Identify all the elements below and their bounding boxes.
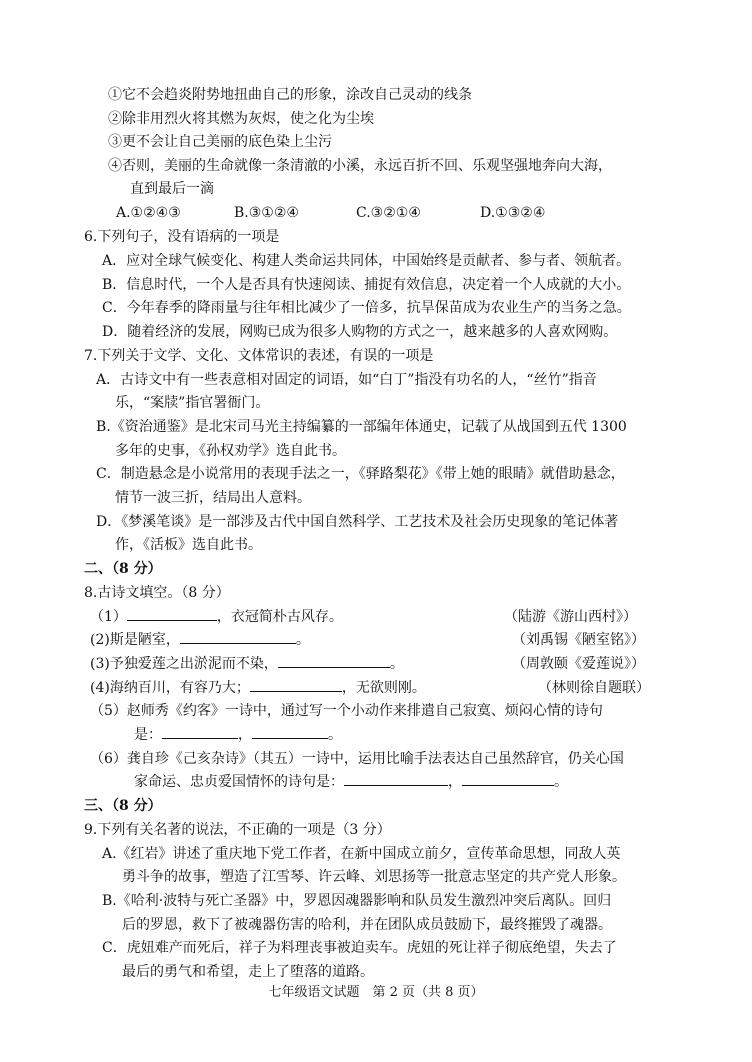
q5-item-2: ②除非用烈火将其燃为灰烬，使之化为尘埃 xyxy=(108,111,374,127)
q6-stem: 6.下列句子，没有语病的一项是 xyxy=(84,229,280,245)
q8-4-number: (4) xyxy=(90,680,110,696)
q9-option-c-line2: 最后的勇气和希望，走上了堕落的道路。 xyxy=(122,964,374,980)
q5-item-4-cont: 直到最后一滴 xyxy=(130,181,214,197)
q8-5-sep: ， xyxy=(238,727,252,743)
q8-line-5-answer xyxy=(134,724,342,746)
q8-4-end: ，无欲则刚。 xyxy=(341,680,426,696)
q8-line-1 xyxy=(90,606,343,628)
q5-item-4: ④否则，美丽的生命就像一条清澈的小溪，永远百折不回、乐观坚强地奔向大海， xyxy=(108,158,612,174)
q7-option-c-line2: 情节一波三折，结局出人意料。 xyxy=(115,490,311,506)
q8-3-source: （周敦颐《爱莲说》） xyxy=(512,656,645,672)
q8-1-blank[interactable] xyxy=(127,606,217,621)
q8-4-text: 海纳百川，有容乃大； xyxy=(109,680,250,696)
q8-line-3 xyxy=(90,653,404,675)
q8-6-sep: ， xyxy=(448,774,462,790)
section-3-heading: 三、（8 分） xyxy=(84,798,162,814)
q7-stem: 7.下列关于文学、文化、文体常识的表述，有误的一项是 xyxy=(84,348,434,364)
q6-option-c: C．今年春季的降雨量与往年相比减少了一倍多，抗旱保苗成为农业生产的当务之急。 xyxy=(102,300,631,316)
q8-3-end: 。 xyxy=(389,656,404,672)
q8-2-source: （刘禹锡《陋室铭》） xyxy=(512,632,645,648)
q8-6-blank-2[interactable] xyxy=(462,771,554,786)
q9-option-a-line2: 勇斗争的故事，塑造了江雪琴、许云峰、刘思扬等一批意志坚定的共产党人形象。 xyxy=(122,869,626,885)
q8-2-blank[interactable] xyxy=(180,629,296,644)
q5-item-3: ③更不会让自己美丽的底色染上尘污 xyxy=(108,134,332,150)
q7-option-b-line1: B.《资治通鉴》是北宋司马光主持编纂的一部编年体通史，记载了从战国到五代 1300 xyxy=(96,419,627,435)
q5-option-d: D.①③②④ xyxy=(480,205,546,221)
q7-option-b-line2: 多年的史事，《孙权劝学》选自此书。 xyxy=(115,443,346,459)
q8-6-end: 。 xyxy=(554,774,568,790)
q8-1-source: （陆游《游山西村》） xyxy=(504,609,637,625)
q5-option-a: A.①②④③ xyxy=(116,205,181,221)
page-footer: 七年级语文试题 第 2 页（共 8 页） xyxy=(268,985,484,1000)
q8-5-prefix: 是： xyxy=(134,727,162,743)
q6-option-d: D．随着经济的发展，网购已成为很多人购物的方式之一，越来越多的人喜欢网购。 xyxy=(102,324,618,340)
q8-line-2 xyxy=(90,629,310,651)
q9-option-b-line1: B.《哈利·波特与死亡圣器》中，罗恩因魂器影响和队员发生激烈冲突后离队。回归 xyxy=(102,893,612,909)
q8-2-number: (2) xyxy=(90,632,110,648)
q8-6-blank-1[interactable] xyxy=(344,771,448,786)
q8-5-line1: （5）赵师秀《约客》一诗中，通过写一个小动作来排遣自己寂寞、烦闷心情的诗句 xyxy=(90,703,603,719)
q9-option-a-line1: A.《红岩》讲述了重庆地下党工作者，在新中国成立前夕，宣传革命思想，同敌人英 xyxy=(102,846,621,862)
q9-option-c-line1: C．虎妞难产而死后，祥子为料理丧事被迫卖车。虎妞的死让祥子彻底绝望，失去了 xyxy=(102,940,617,956)
q7-option-a-line2: 乐，“案牍”指官署衙门。 xyxy=(115,395,270,411)
q5-item-1: ①它不会趋炎附势地扭曲自己的形象，涂改自己灵动的线条 xyxy=(108,87,472,103)
q8-6-prefix: 家命运、忠贞爱国情怀的诗句是： xyxy=(134,774,344,790)
q8-6-line1: （6）龚自珍《己亥杂诗》（其五）一诗中，运用比喻手法表达自己虽然辞官，仍关心国 xyxy=(90,751,624,767)
q8-2-end: 。 xyxy=(295,632,310,648)
q5-option-b: B.③①②④ xyxy=(234,205,299,221)
q6-option-a: A．应对全球气候变化、构建人类命运共同体，中国始终是贡献者、参与者、领航者。 xyxy=(102,253,631,269)
q8-1-number: （1） xyxy=(90,609,127,625)
q7-option-a-line1: A．古诗文中有一些表意相对固定的词语，如“白丁”指没有功名的人，“丝竹”指音 xyxy=(96,372,597,388)
q8-2-text: 斯是陋室， xyxy=(109,632,180,648)
q7-option-d-line1: D．《梦溪笔谈》是一部涉及古代中国自然科学、工艺技术及社会历史现象的笔记体著 xyxy=(96,514,619,530)
q8-stem: 8.古诗文填空。（8 分） xyxy=(84,585,230,601)
section-2-heading: 二、（8 分） xyxy=(84,561,162,577)
q8-4-source: （林则徐自题联） xyxy=(538,680,650,696)
q8-3-text: 予独爱莲之出淤泥而不染， xyxy=(109,656,278,672)
q9-stem: 9.下列有关名著的说法，不正确的一项是（3 分） xyxy=(84,822,391,838)
q8-5-end: 。 xyxy=(328,727,342,743)
q8-3-number: (3) xyxy=(90,656,110,672)
q8-4-blank[interactable] xyxy=(250,677,342,692)
q8-1-text: ，衣冠简朴古风存。 xyxy=(216,609,343,625)
q8-line-6-answer xyxy=(134,771,568,793)
q8-5-blank-2[interactable] xyxy=(252,724,328,739)
q7-option-c-line1: C．制造悬念是小说常用的表现手法之一，《驿路梨花》《带上她的眼睛》就借助悬念， xyxy=(96,466,625,482)
q7-option-d-line2: 作，《活板》选自此书。 xyxy=(115,537,262,553)
q5-option-c: C.③②①④ xyxy=(356,205,421,221)
q8-3-blank[interactable] xyxy=(278,653,390,668)
q8-5-blank-1[interactable] xyxy=(162,724,238,739)
q6-option-b: B．信息时代，一个人是否具有快速阅读、捕捉有效信息，决定着一个人成就的大小。 xyxy=(102,277,631,293)
q8-line-4 xyxy=(90,677,426,699)
q9-option-b-line2: 后的罗恩，救下了被魂器伤害的哈利，并在团队成员鼓励下，最终摧毁了魂器。 xyxy=(122,917,612,933)
